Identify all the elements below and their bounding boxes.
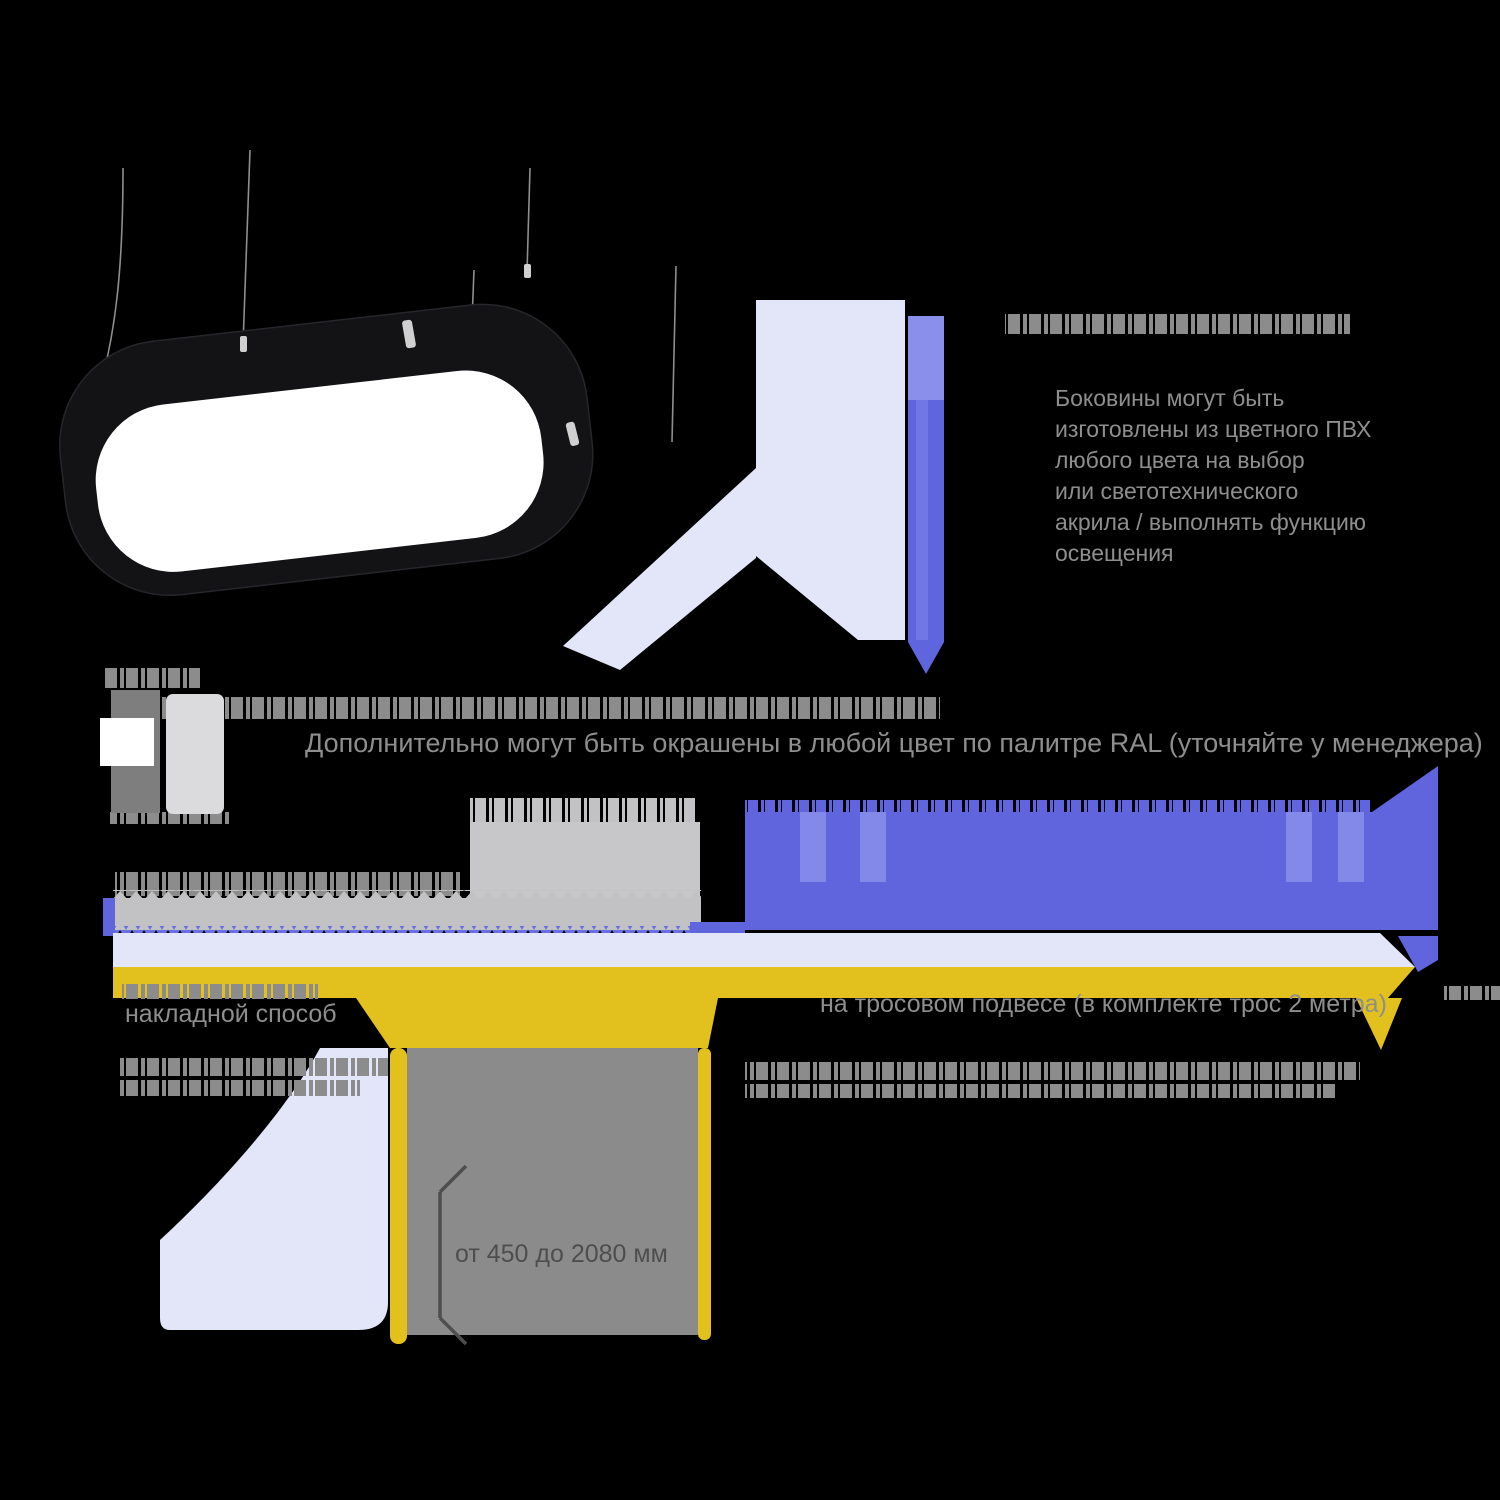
side-panels-note-line: освещения: [1055, 540, 1174, 566]
cutoff-text-fragment: [122, 984, 318, 999]
diffuser-layer: [113, 933, 1415, 967]
side-panels-note-line: Боковины могут быть: [1055, 385, 1285, 411]
suspended-mount-label: на тросовом подвесе (в комплекте трос 2 метра): [820, 990, 1387, 1018]
profile-diffuser-bar: [166, 694, 224, 814]
profile-wall-block: [407, 1048, 698, 1335]
aluminium-strip: [113, 898, 701, 930]
cutoff-text-fragment: [1005, 314, 1350, 334]
led-strip-bar-top: [908, 316, 944, 400]
cutoff-text-fragment: [115, 697, 940, 719]
profile-cavity: [100, 718, 154, 766]
aluminium-strip-serration: [113, 890, 701, 899]
side-panels-note-line: изготовлены из цветного ПВХ: [1055, 416, 1372, 442]
coating-stripe-right: [698, 1048, 711, 1340]
side-panels-note-line: акрила / выполнять функцию: [1055, 509, 1367, 535]
side-panels-note-line: любого цвета на выбор: [1055, 447, 1305, 473]
led-board-bar-end: [1372, 766, 1438, 930]
pendant-light-render: [49, 150, 676, 607]
cutoff-text-fragment: [470, 798, 698, 824]
surface-mount-label: накладной способ: [125, 1000, 337, 1028]
cutoff-text-fragment: [120, 1058, 388, 1076]
coating-stripe-left: [390, 1048, 407, 1344]
callout-body: [756, 300, 905, 640]
paint-note: Дополнительно могут быть окрашены в любой цвет по палитре RAL (уточняйте у менеджера): [305, 728, 1483, 758]
led-end-block: [103, 898, 115, 936]
led-strip-bar-core: [916, 400, 928, 640]
callout-leader: [563, 468, 756, 670]
cutoff-text-fragment: [120, 1080, 360, 1096]
cutoff-text-fragment: [745, 800, 1372, 814]
led-strip-arrow: [908, 642, 944, 674]
coating-funnel: [356, 998, 718, 1048]
cutoff-text-fragment: [745, 1084, 1335, 1098]
cutoff-text-fragment: [105, 668, 200, 688]
led-board-bar: [745, 812, 1372, 930]
side-panel-callout: [563, 300, 944, 674]
corner-detail: [160, 998, 718, 1344]
side-panels-note: [1055, 383, 1371, 569]
cutoff-text-fragment: [1444, 986, 1500, 1000]
size-range-label: от 450 до 2080 мм: [455, 1240, 668, 1268]
side-panels-note-line: или светотехнического: [1055, 478, 1299, 504]
cutoff-text-fragment: [745, 1062, 1360, 1080]
